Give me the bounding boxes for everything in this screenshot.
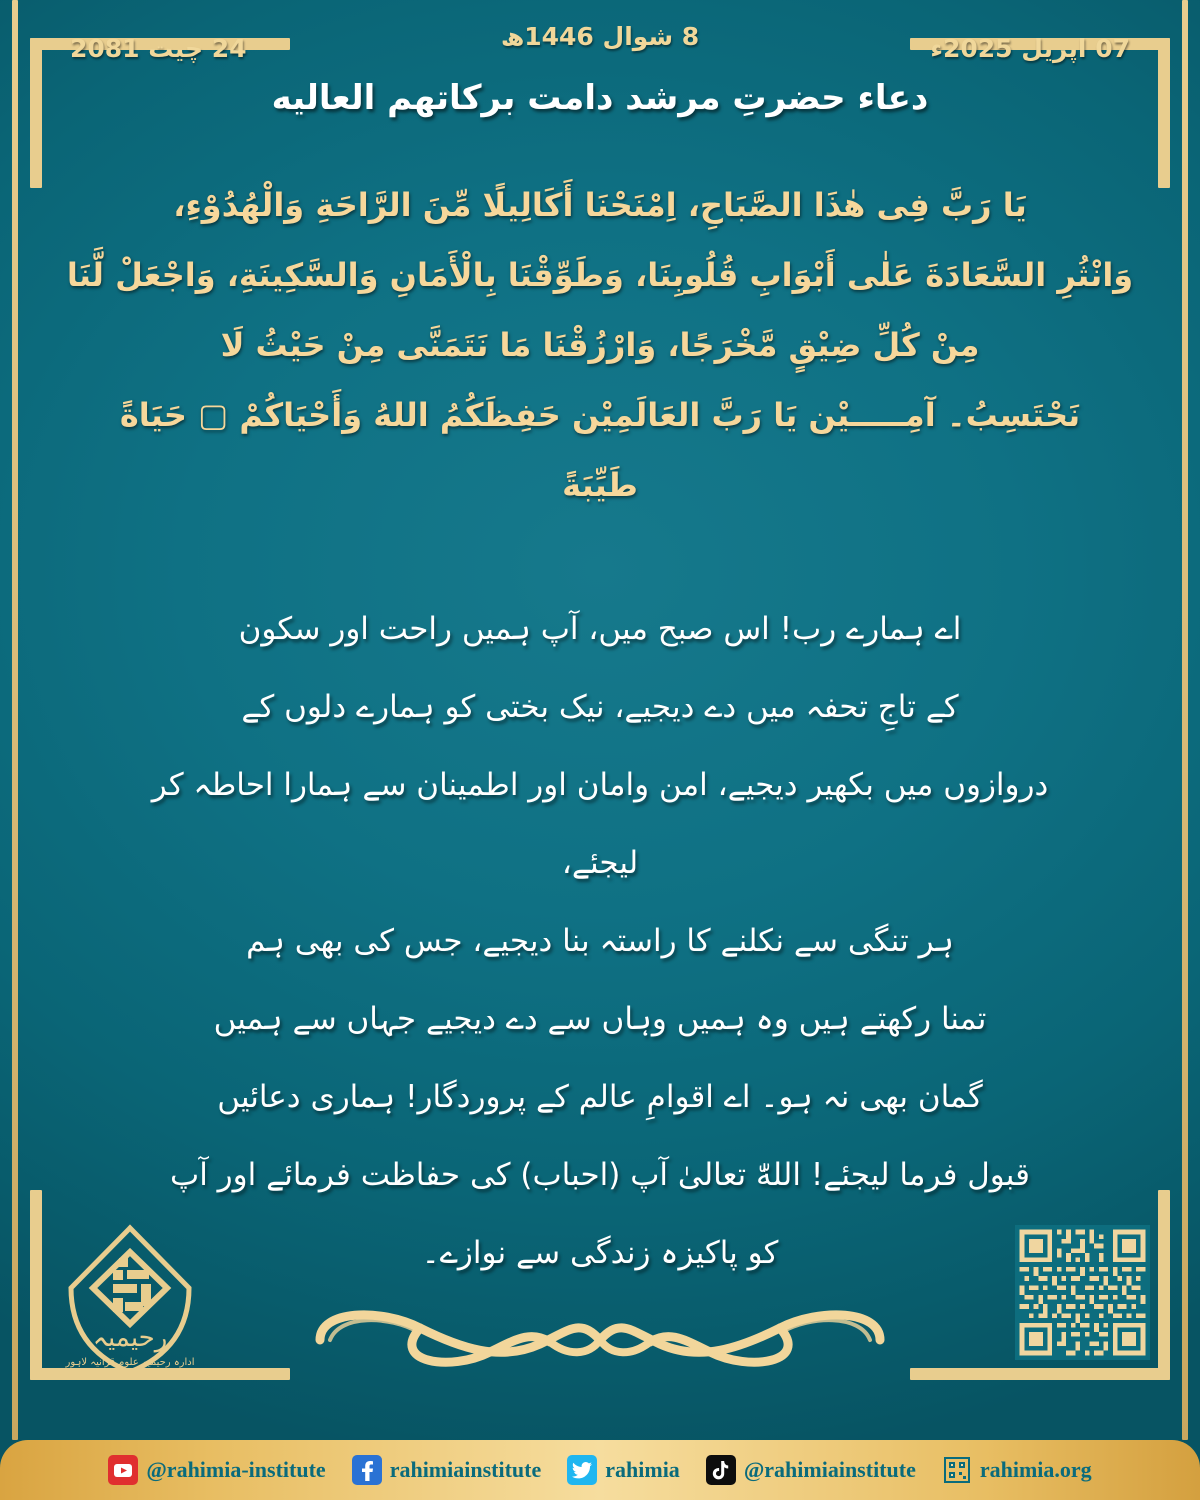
frame-corner-bottom-right <box>910 1368 1170 1380</box>
urdu-line: کے تاجِ تحفہ میں دے دیجیے، نیک بختی کو ہمارے دلوں کے <box>241 689 959 725</box>
qr-icon <box>942 1455 972 1485</box>
arabic-line: طَيِّبَةً <box>562 466 638 504</box>
youtube-icon <box>108 1455 138 1485</box>
social-link-tiktok[interactable] <box>706 1455 916 1485</box>
tiktok-icon <box>706 1455 736 1485</box>
urdu-line: گمان بھی نہ ہو۔ اے اقوامِ عالم کے پروردگار! ہماری دعائیں <box>217 1079 983 1115</box>
logo-subtitle-text: ادارہ رحیمیہ علومِ قرآنیہ لاہور <box>65 1357 195 1368</box>
hijri-nanakshahi-date: 24 چیت 2081 <box>70 34 247 63</box>
urdu-line: کو پاکیزہ زندگی سے نوازے۔ <box>421 1235 779 1271</box>
social-link-facebook[interactable] <box>352 1455 542 1485</box>
arabic-line: نَحْتَسِبُ۔ آمِـــــيْن یَا رَبَّ العَالَمِيْن حَفِظَكُمُ اللهُ وَأَحْيَاكُمْ ▢ حَيَاةً <box>119 396 1081 434</box>
arabic-line: یَا رَبَّ فِی هٰذَا الصَّبَاحِ، اِمْنَحْنَا أَكَالِيلًا مِّنَ الرَّاحَةِ وَالْهُدُوْءِ، <box>173 186 1027 224</box>
social-label-tiktok: @rahimiainstitute <box>743 1457 916 1482</box>
frame-corner-bottom-right-v <box>1158 1190 1170 1380</box>
rahimia-logo <box>55 1222 205 1382</box>
social-label-youtube: @rahimia-institute <box>146 1457 326 1482</box>
social-link-twitter[interactable] <box>567 1455 680 1485</box>
hijri-date: 8 شوال 1446ھ <box>500 22 700 51</box>
arabic-line: مِنْ كُلِّ ضِيْقٍ مَّخْرَجًا، وَارْزُقْنَا مَا نَتَمَنَّى مِنْ حَيْثُ لَا <box>220 326 980 364</box>
logo-name-text: رحیمیہ <box>92 1323 168 1353</box>
social-label-facebook: rahimiainstitute <box>389 1457 542 1482</box>
urdu-translation-text <box>110 590 1090 1292</box>
logo-mark-icon <box>55 1222 205 1382</box>
arabic-dua-text <box>60 170 1140 520</box>
frame-left-edge <box>12 0 18 1440</box>
flourish-ornament-icon <box>300 1300 900 1380</box>
frame-corner-bottom-left-v <box>30 1190 42 1380</box>
gregorian-date: 07 اپریل 2025ء <box>930 34 1130 63</box>
social-link-youtube[interactable] <box>108 1455 325 1485</box>
qr-code[interactable] <box>1015 1225 1150 1360</box>
urdu-line: قبول فرما لیجئے! اللهّٰ تعالیٰ آپ (احباب) کی حفاظت فرمائے اور آپ <box>170 1157 1030 1193</box>
arabic-line: وَانْثُرِ السَّعَادَةَ عَلٰى أَبْوَابِ قُلُوبِنَا، وَطَوِّقْنَا بِالْأَمَانِ وَالسَّكِينَةِ، وَاجْعَلْ لَّنَا <box>66 256 1134 294</box>
page-title: دعاء حضرتِ مرشد دامت بركاتهم العالیه <box>271 78 929 118</box>
twitter-icon <box>567 1455 597 1485</box>
urdu-line: ہر تنگی سے نکلنے کا راستہ بنا دیجیے، جس کی بھی ہم <box>246 923 954 959</box>
social-label-website: rahimia.org <box>979 1457 1092 1482</box>
urdu-line: اے ہمارے رب! اس صبح میں، آپ ہمیں راحت اور سکون <box>238 611 962 647</box>
facebook-icon <box>352 1455 382 1485</box>
urdu-line: تمنا رکھتے ہیں وہ ہمیں وہاں سے دے دیجیے جہاں سے ہمیں <box>213 1001 987 1037</box>
social-label-twitter: rahimia <box>605 1457 680 1482</box>
frame-right-edge <box>1182 0 1188 1440</box>
social-footer-bar <box>0 1440 1200 1500</box>
urdu-line: دروازوں میں بکھیر دیجیے، امن وامان اور اطمینان سے ہمارا احاطہ کر لیجئے، <box>151 767 1049 881</box>
social-link-website[interactable] <box>942 1455 1092 1485</box>
